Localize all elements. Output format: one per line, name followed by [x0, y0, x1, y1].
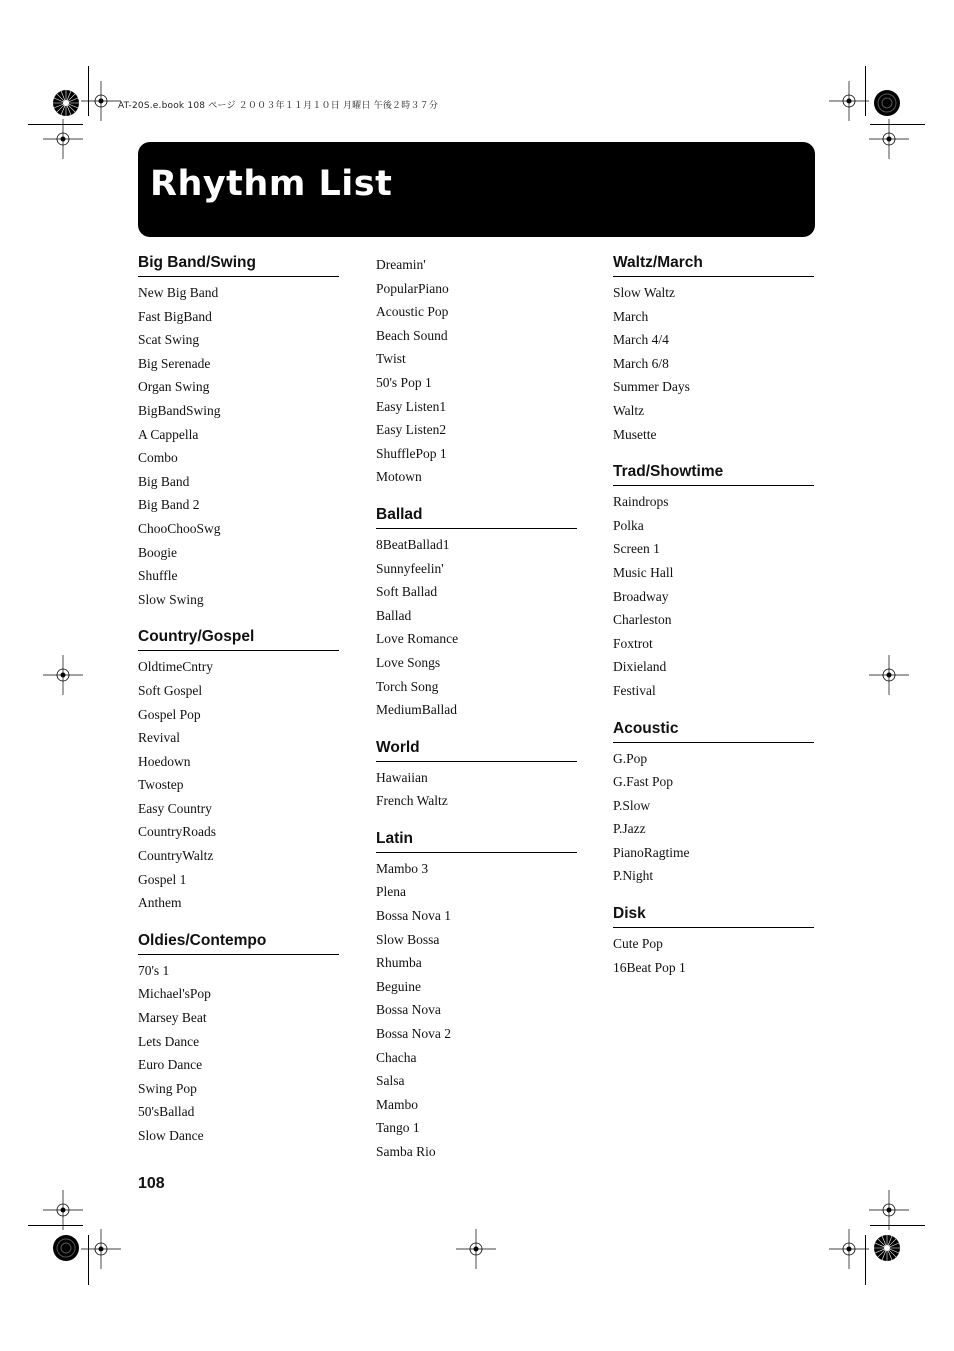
crop-line [88, 1235, 89, 1285]
list-item: Big Band [138, 473, 190, 489]
section-title: Ballad [376, 505, 577, 529]
rhythm-list [138, 959, 339, 1148]
list-item: Big Serenade [138, 355, 211, 371]
list-item: ShufflePop 1 [376, 445, 447, 461]
list-item: Broadway [613, 588, 669, 604]
list-item: Screen 1 [613, 541, 660, 557]
list-item: PopularPiano [376, 280, 449, 296]
registration-mark-icon [52, 1234, 80, 1262]
list-item: Musette [613, 426, 657, 442]
page-title: Rhythm List [150, 164, 393, 204]
list-item: Bossa Nova [376, 1002, 441, 1018]
list-item: Plena [376, 884, 406, 900]
list-item: Easy Country [138, 800, 212, 816]
list-item: A Cappella [138, 426, 199, 442]
crop-line [870, 1225, 925, 1226]
list-item: 16Beat Pop 1 [613, 959, 686, 975]
crosshair-mark-icon [81, 81, 121, 121]
list-item: G.Fast Pop [613, 774, 674, 790]
list-item: Bossa Nova 1 [376, 908, 451, 924]
print-header-strip: AT-20S.e.book 108 ページ ２００３年１１月１０日 月曜日 午後２時３７分 [118, 101, 439, 111]
rhythm-list [613, 932, 814, 979]
section-title: Waltz/March [613, 253, 814, 277]
section-title: Latin [376, 829, 577, 853]
list-item: Beach Sound [376, 327, 448, 343]
rhythm-section [613, 253, 814, 446]
list-item: Beguine [376, 978, 421, 994]
crosshair-mark-icon [43, 655, 83, 695]
list-item: Ballad [376, 607, 412, 623]
list-item: Bossa Nova 2 [376, 1026, 451, 1042]
list-item: Soft Gospel [138, 682, 203, 698]
list-item: Slow Waltz [613, 285, 676, 300]
list-item: Festival [613, 682, 656, 698]
list-item: Swing Pop [138, 1080, 197, 1096]
rhythm-section [613, 904, 814, 979]
list-item: Torch Song [376, 678, 439, 694]
list-item: Raindrops [613, 494, 669, 510]
list-item: Euro Dance [138, 1057, 203, 1073]
list-item: Twostep [138, 777, 184, 793]
list-item: Big Band 2 [138, 497, 200, 513]
list-item: CountryRoads [138, 824, 217, 840]
crosshair-mark-icon [43, 119, 83, 159]
list-item: Love Romance [376, 631, 459, 647]
crosshair-mark-icon [869, 1190, 909, 1230]
list-item: P.Night [613, 868, 654, 884]
list-item: Mambo 3 [376, 860, 429, 876]
rhythm-list [376, 766, 577, 813]
list-item: 50's Pop 1 [376, 374, 432, 390]
rhythm-list [376, 857, 577, 1164]
list-item: Hoedown [138, 753, 191, 769]
list-item: Michael'sPop [138, 986, 211, 1002]
list-item: Scat Swing [138, 332, 200, 348]
rhythm-list [376, 533, 577, 722]
crosshair-mark-icon [869, 655, 909, 695]
list-item: MediumBallad [376, 702, 457, 718]
page-number: 108 [138, 1175, 165, 1192]
rhythm-section [613, 462, 814, 702]
section-title: Oldies/Contempo [138, 931, 339, 955]
list-item: Dixieland [613, 659, 667, 675]
rhythm-section [138, 253, 339, 611]
list-item: Fast BigBand [138, 308, 212, 324]
rhythm-list [613, 281, 814, 446]
crosshair-mark-icon [829, 1229, 869, 1269]
list-item: Samba Rio [376, 1144, 436, 1159]
list-item: Motown [376, 469, 422, 485]
list-item: Summer Days [613, 379, 690, 395]
rhythm-section [613, 719, 814, 889]
list-item: Salsa [376, 1073, 405, 1089]
list-item: CountryWaltz [138, 848, 214, 864]
section-title: Disk [613, 904, 814, 928]
list-item: New Big Band [138, 285, 219, 300]
list-item: Charleston [613, 612, 672, 628]
crop-line [865, 1235, 866, 1285]
list-item: Foxtrot [613, 635, 653, 651]
list-item: Easy Listen1 [376, 398, 447, 414]
registration-mark-icon [873, 1234, 901, 1262]
list-item: Mambo [376, 1096, 418, 1112]
crosshair-mark-icon [869, 119, 909, 159]
rhythm-list [613, 747, 814, 889]
list-item: Tango 1 [376, 1120, 420, 1136]
list-item: Sunnyfeelin' [376, 560, 444, 576]
list-item: OldtimeCntry [138, 659, 213, 675]
section-title: Trad/Showtime [613, 462, 814, 486]
list-item: March 6/8 [613, 355, 669, 371]
section-title: World [376, 738, 577, 762]
rhythm-list [138, 281, 339, 611]
list-item: P.Slow [613, 797, 651, 813]
list-item: Soft Ballad [376, 584, 438, 600]
list-item: ChooChooSwg [138, 520, 221, 536]
list-item: 50'sBallad [138, 1104, 195, 1120]
column-3 [613, 253, 814, 995]
crosshair-mark-icon [81, 1229, 121, 1269]
column-2 [376, 253, 577, 1180]
list-item: P.Jazz [613, 821, 646, 837]
crosshair-mark-icon [456, 1229, 496, 1269]
registration-mark-icon [873, 89, 901, 117]
list-item: PianoRagtime [613, 844, 690, 860]
crop-line [870, 124, 925, 125]
rhythm-section [138, 931, 339, 1148]
rhythm-section [138, 627, 339, 915]
section-title: Country/Gospel [138, 627, 339, 651]
list-item: Waltz [613, 402, 645, 418]
rhythm-section [376, 738, 577, 813]
list-item: Anthem [138, 895, 182, 911]
list-item: Slow Bossa [376, 931, 440, 947]
list-item: 70's 1 [138, 962, 170, 978]
list-item: Acoustic Pop [376, 304, 449, 320]
list-item: Marsey Beat [138, 1010, 207, 1026]
list-item: Polka [613, 517, 644, 533]
list-item: Cute Pop [613, 936, 663, 952]
section-title: Acoustic [613, 719, 814, 743]
list-item: Gospel 1 [138, 871, 187, 887]
list-item: Chacha [376, 1049, 417, 1065]
list-item: Hawaiian [376, 769, 428, 785]
list-item: French Waltz [376, 793, 448, 809]
rhythm-section [376, 829, 577, 1164]
rhythm-list [138, 655, 339, 915]
list-item: Boogie [138, 544, 177, 560]
list-item: March 4/4 [613, 332, 669, 348]
list-item: Love Songs [376, 654, 441, 670]
section-title: Big Band/Swing [138, 253, 339, 277]
rhythm-section [376, 253, 577, 489]
list-item: BigBandSwing [138, 402, 221, 418]
list-item: Easy Listen2 [376, 422, 447, 438]
crop-line [28, 1225, 83, 1226]
list-item: Twist [376, 351, 406, 367]
list-item: Slow Dance [138, 1128, 204, 1143]
title-bar [138, 142, 815, 237]
rhythm-list [613, 490, 814, 702]
list-item: Dreamin' [376, 257, 426, 272]
list-item: Revival [138, 730, 180, 746]
crop-line [865, 66, 866, 116]
registration-mark-icon [52, 89, 80, 117]
crosshair-mark-icon [829, 81, 869, 121]
crop-line [88, 66, 89, 116]
rhythm-list [376, 253, 577, 489]
crosshair-mark-icon [43, 1190, 83, 1230]
list-item: 8BeatBallad1 [376, 536, 450, 552]
list-item: Lets Dance [138, 1033, 200, 1049]
list-item: Rhumba [376, 955, 422, 971]
crop-line [28, 124, 83, 125]
list-item: Shuffle [138, 568, 178, 584]
list-item: Organ Swing [138, 379, 210, 395]
list-item: Gospel Pop [138, 706, 201, 722]
list-item: Slow Swing [138, 591, 204, 607]
list-item: Music Hall [613, 564, 674, 580]
list-item: G.Pop [613, 750, 648, 766]
column-1 [138, 253, 339, 1164]
list-item: March [613, 308, 649, 324]
rhythm-section [376, 505, 577, 722]
list-item: Combo [138, 450, 178, 466]
